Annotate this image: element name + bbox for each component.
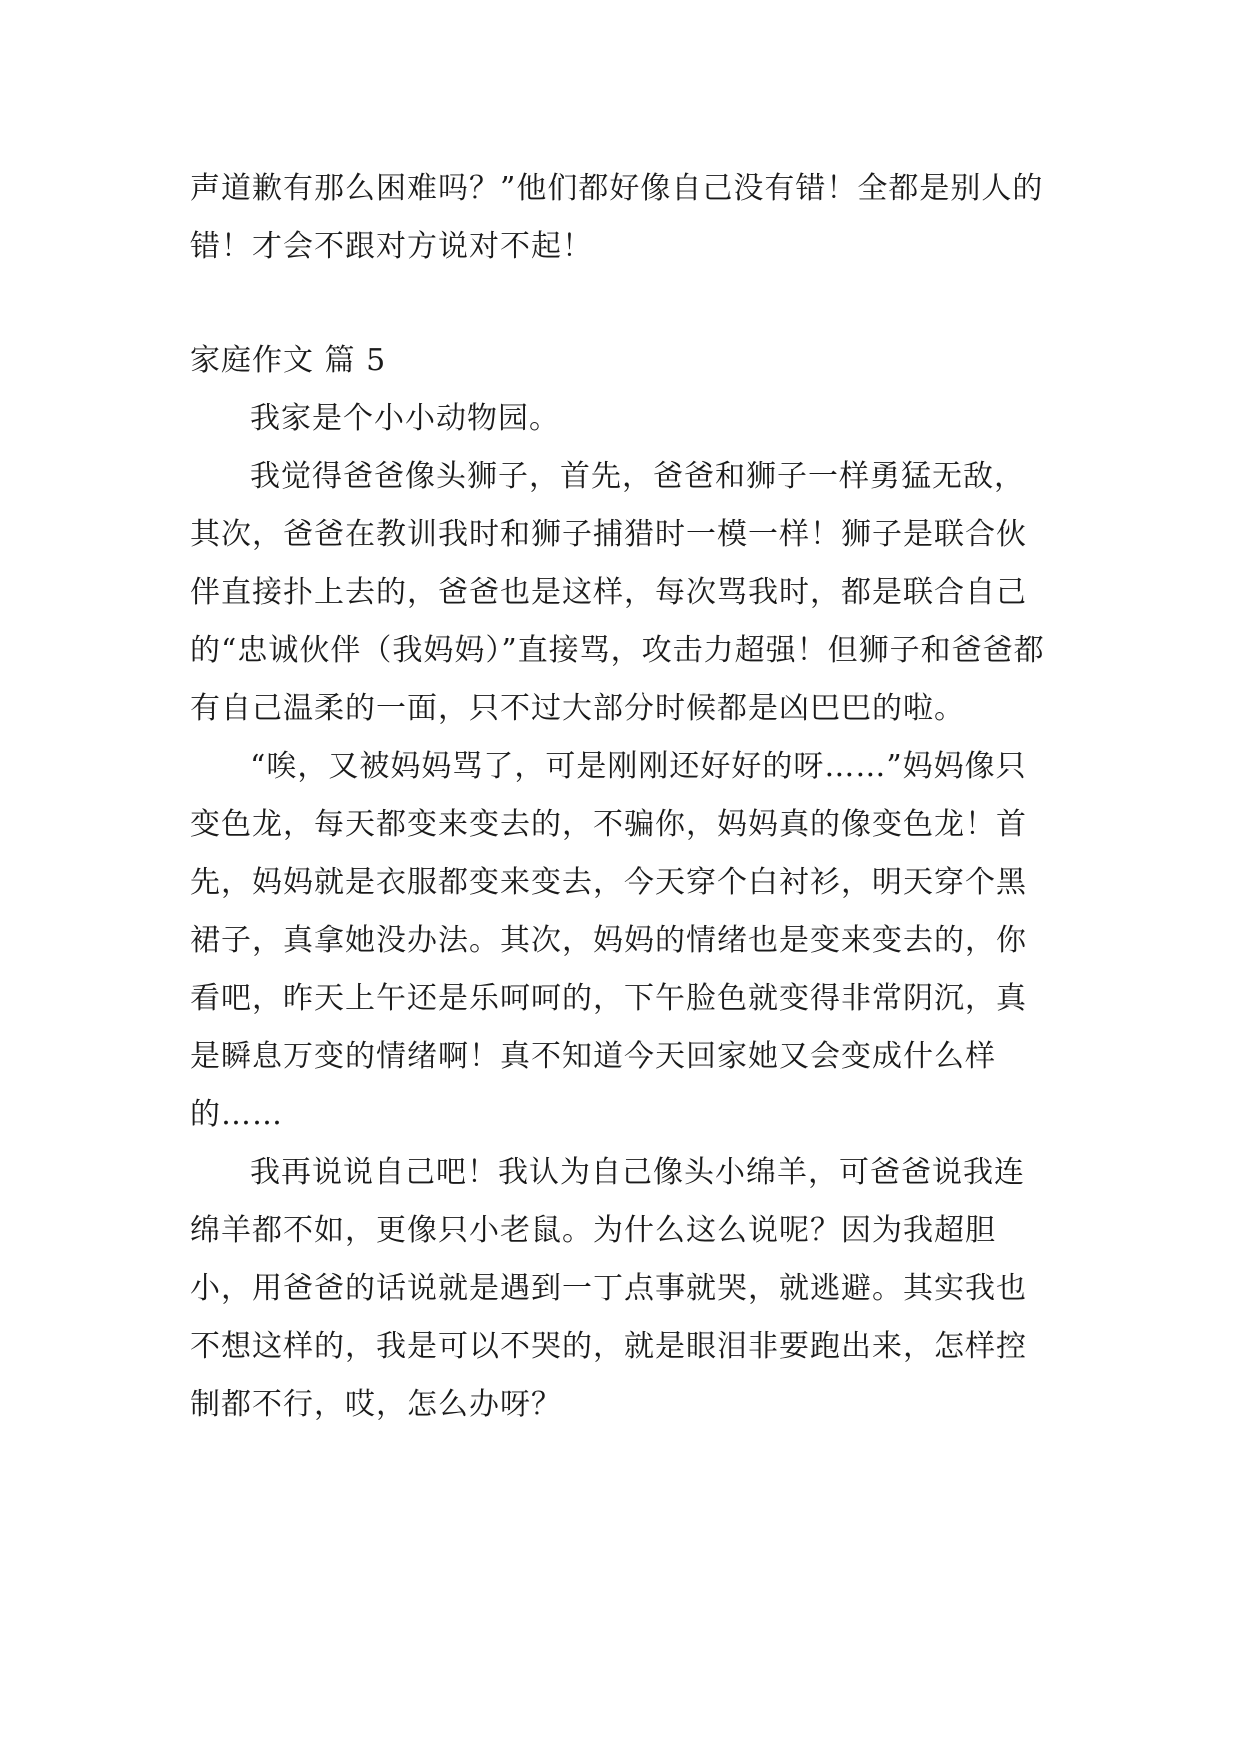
- continuation-paragraph: 声道歉有那么困难吗？”他们都好像自己没有错！全都是别人的错！才会不跟对方说对不起！: [190, 171, 1044, 264]
- essay-paragraph-2: 我觉得爸爸像头狮子，首先，爸爸和狮子一样勇猛无敌，其次，爸爸在教训我时和狮子捕猎时一模一样！狮子是联合伙伴直接扑上去的，爸爸也是这样，每次骂我时，都是联合自己的“忠诚伙伴（我妈妈）”直接骂，攻击力超强！但狮子和爸爸都有自己温柔的一面，只不过大部分时候都是凶巴巴的啦。: [190, 459, 1045, 726]
- essay-title: 家庭作文 篇 5: [190, 343, 387, 378]
- essay-section: [190, 332, 1050, 1434]
- essay-paragraph-4: 我再说说自己吧！我认为自己像头小绵羊，可爸爸说我连绵羊都不如，更像只小老鼠。为什么这么说呢？因为我超胆小，用爸爸的话说就是遇到一丁点事就哭，就逃避。其实我也不想这样的，我是可以不哭的，就是眼泪非要跑出来，怎样控制都不行，哎，怎么办呀？: [190, 1155, 1027, 1422]
- continuation-block: [190, 160, 1050, 276]
- essay-paragraph-3: “唉，又被妈妈骂了，可是刚刚还好好的呀……”妈妈像只变色龙，每天都变来变去的，不骗你，妈妈真的像变色龙！首先，妈妈就是衣服都变来变去，今天穿个白衬衫，明天穿个黑裙子，真拿她没办法。其次，妈妈的情绪也是变来变去的，你看吧，昨天上午还是乐呵呵的，下午脸色就变得非常阴沉，真是瞬息万变的情绪啊！真不知道今天回家她又会变成什么样的……: [190, 749, 1027, 1132]
- essay-paragraph-1: 我家是个小小动物园。: [250, 401, 560, 436]
